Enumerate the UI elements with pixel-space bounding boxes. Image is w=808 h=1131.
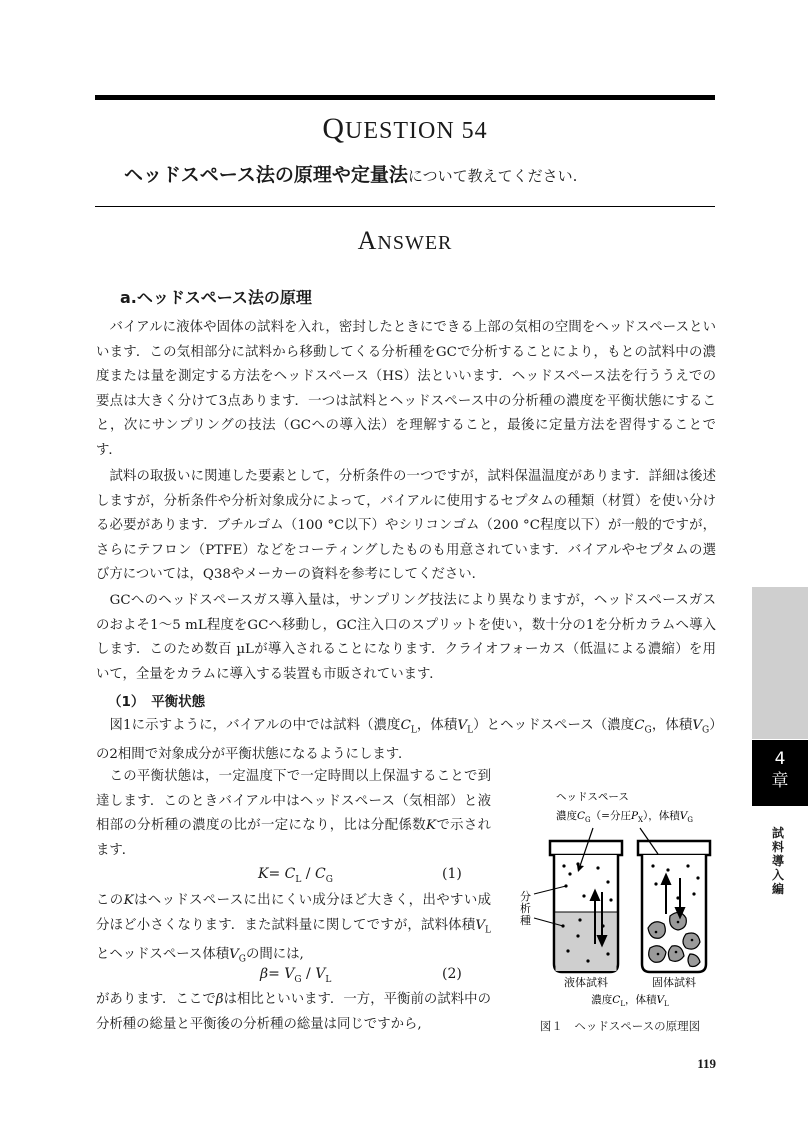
side-tab-gray: [752, 587, 808, 739]
paragraph-1: バイアルに液体や固体の試料を入れ，密封したときにできる上部の気相の空間をヘッドスペースといいます．この気相部分に試料から移動してくる分析種をGCで分析することにより，もとの試料中の濃度または量を測定する方法をヘッドスペース（HS）法といいます．ヘッドスペース法を行ううえでの要点は大きく分けて3点あります．一つは試料とヘッドスペース中の分析種の濃度を平衡状態にすること，次にサンプリングの技法（GCへの導入法）を理解すること，最後に定量方法を習得することです．: [96, 320, 716, 458]
equation-1-label: (1): [442, 866, 462, 882]
paragraph-phase-ratio: があります．ここでβは相比といいます．一方，平衡前の試料中の分析種の総量と平衡後の分析種の総量は同じですから,: [96, 992, 491, 1032]
headspace-label: ヘッドスペース: [556, 791, 629, 803]
top-rule: [95, 95, 715, 100]
solid-sample-label: 固体試料: [652, 976, 696, 989]
paragraph-k: このKはヘッドスペースに出にくい成分ほど大きく，出やすい成分ほど小さくなります．また試料量に関してですが，試料体積$V_L$とヘッドスペース体積$V_G$の間には,: [96, 893, 491, 965]
question-title: QUESTION 54: [322, 112, 488, 145]
analyte-label: 分析種: [520, 890, 531, 927]
headspace-conc-label: 濃度$C_G(=$分圧$P_X$），体積$V_G$: [556, 810, 693, 824]
subsection-heading-1: （1） 平衡状態: [108, 694, 206, 710]
divider: [95, 206, 715, 207]
paragraph-equilibrium: この平衡状態は，一定温度下で一定時間以上保温することで到達します．このときバイアル中はヘッドスペース（気相部）と液相部の分析種の濃度の比が一定になり，比は分配係数Kで示されます．: [96, 769, 492, 858]
answer-title: ANSWER: [357, 226, 453, 255]
liquid-sample-label: 液体試料: [564, 976, 608, 989]
paragraph-3: GCへのヘッドスペースガス導入量は，サンプリング技法により異なりますが，ヘッドスペースガスのおよそ1～5 mL程度をGCへ移動し，GC注入口のスプリットを使い，数十分の1を分析カラムへ導入します．このため数百 µLが導入されることになります．クライオフォーカス（低温による濃縮）を用いて，全量をカラムに導入する装置も市販されています．: [96, 593, 716, 682]
paragraph-2: 試料の取扱いに関連した要素として，分析条件の一つですが，試料保温温度があります．詳細は後述しますが，分析条件や分析対象成分によって，バイアルに使用するセプタムの種類（材質）を使い分ける必要があります．ブチルゴム（100 °C以下）やシリコンゴム（200 °C程度以下）が一般的ですが，さらにテフロン（PTFE）などをコーティングしたものも用意されています．バイアルやセプタムの選び方については，Q38やメーカーの資料を参考にしてください．: [96, 469, 716, 582]
sample-conc-label: 濃度$C_L$，体積$V_L$: [591, 994, 669, 1008]
chapter-tab: [752, 740, 808, 806]
question-subtitle: ヘッドスペース法の原理や定量法について教えてください.: [124, 164, 578, 186]
figure-caption: 図１ ヘッドスペースの原理図: [539, 1019, 701, 1033]
section-heading-a: a.ヘッドスペース法の原理: [120, 288, 312, 307]
paragraph-figure-ref: 図1に示すように，バイアルの中では試料（濃度$C_L$，体積$V_L$）とヘッドスペース（濃度$C_G$，体積$V_G$）の2相間で対象成分が平衡状態になるようにします．: [96, 718, 716, 763]
equation-1: $K= C_L / C_G$: [258, 866, 333, 885]
liquid-sample: [556, 912, 617, 971]
equation-2-label: (2): [442, 966, 462, 982]
page-number: 119: [697, 1056, 716, 1071]
chapter-title: 試料導入編: [771, 826, 784, 896]
chapter-label: 章: [771, 771, 789, 791]
vial-cap-right: [638, 841, 710, 855]
chapter-number: 4: [774, 749, 786, 769]
equation-2: $\beta= V_G / V_L$: [260, 966, 332, 985]
headspace-diagram: [508, 786, 723, 1016]
headspace-figure: [508, 786, 723, 1020]
